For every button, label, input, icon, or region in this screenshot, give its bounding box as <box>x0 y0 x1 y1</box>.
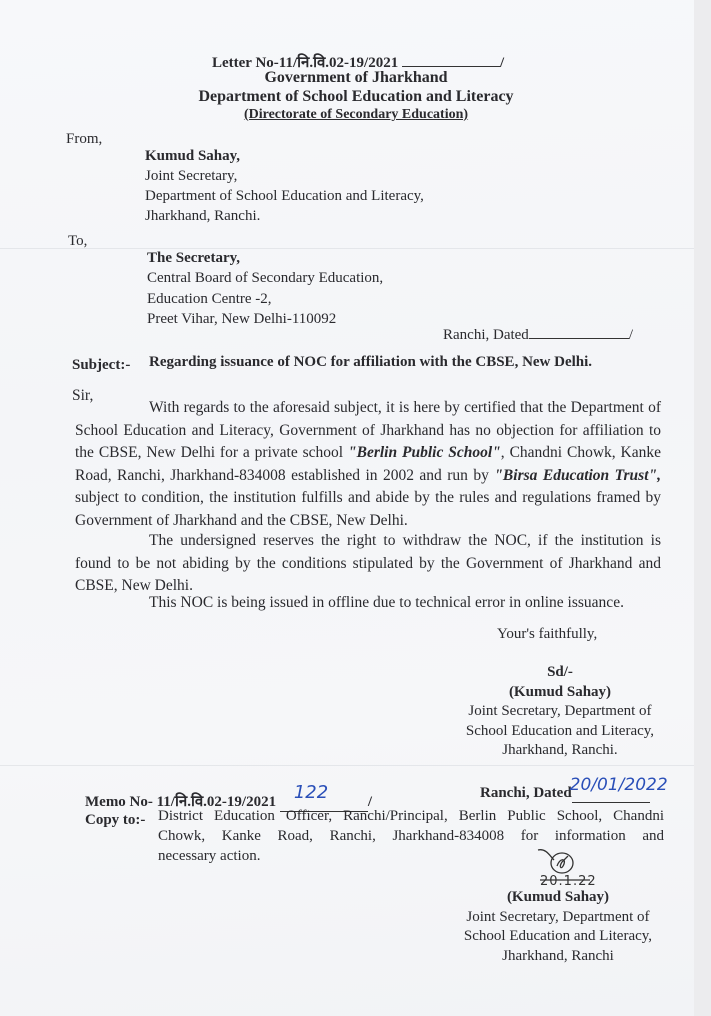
dated-line: Ranchi, Dated / <box>443 327 633 343</box>
to-address-line1: Education Centre -2, <box>147 291 272 307</box>
body-paragraph-3: This NOC is being issued in offline due to technical error in online issuance. <box>149 594 624 611</box>
memo-signatory-line3: Jharkhand, Ranchi <box>502 947 614 964</box>
to-org: Central Board of Secondary Education, <box>147 270 384 286</box>
closing-designation-line1: Joint Secretary, Department of <box>468 703 652 719</box>
from-name: Kumud Sahay, <box>145 148 241 164</box>
handwritten-memo-date: 20/01/2022 <box>569 775 668 795</box>
copy-to-line3: necessary action. <box>158 848 261 864</box>
memo-signatory-line1: Joint Secretary, Department of <box>466 908 650 925</box>
memo-signature-block <box>438 888 678 966</box>
memo-number: Memo No- 11/नि.वि.02-19/2021 122 / <box>85 782 372 810</box>
letter-number: Letter No-11/नि.वि.02-19/2021 / <box>212 55 505 71</box>
closing-designation-line2: School Education and Literacy, <box>465 722 655 739</box>
valediction: Your's faithfully, <box>497 626 598 642</box>
closing-designation-line3: Jharkhand, Ranchi. <box>502 742 618 758</box>
memo-signatory-line2: School Education and Literacy, <box>463 928 653 944</box>
letter-number-blank <box>402 66 500 67</box>
subject-label: Subject:- <box>72 357 131 373</box>
from-label: From, <box>66 131 103 147</box>
org-department: Department of School Education and Literacy <box>198 88 514 105</box>
handwritten-memo-number: 122 <box>293 782 329 803</box>
body-paragraph-2: The undersigned reserves the right to withdraw the NOC, if the institution is found to be not abiding by the conditions stipulated by the Government of Jharkhand and CBSE, New Delhi. <box>75 532 661 594</box>
from-department: Department of School Education and Literacy, <box>145 188 424 204</box>
to-name: The Secretary, <box>147 250 241 266</box>
to-label: To, <box>68 233 88 249</box>
copy-to-line2: Chowk, Kanke Road, Ranchi, Jharkhand-834008 for information and <box>158 828 664 844</box>
to-address-line2: Preet Vihar, New Delhi-110092 <box>147 311 337 327</box>
from-designation: Joint Secretary, <box>145 168 238 184</box>
date-blank <box>529 338 629 339</box>
trust-name: "Birsa Education Trust", <box>494 466 661 484</box>
paper-fold <box>0 248 694 249</box>
body-paragraph-1: With regards to the aforesaid subject, it is here by certified that the Department of School Education and Literacy, Government of Jharkhand has no objection for affiliation to the CBSE, New Delhi for a private school "Berlin Public School", Chandni Chowk, Kanke Road, Ranchi, Jharkhand-834008 established in 2002 and run by "Birsa Education Trust", subject to condition, the institution fulfills and abide by the rules and regulations framed by Government of Jharkhand and the CBSE, New Delhi. <box>75 399 662 529</box>
sd-mark: Sd/- <box>547 664 573 680</box>
handwritten-signature-date: 20.1.22 <box>540 874 597 889</box>
closing-signature-block <box>440 663 680 761</box>
copy-to-label: Copy to:- <box>85 812 146 828</box>
salutation: Sir, <box>72 387 94 404</box>
school-name: "Berlin Public School" <box>348 444 501 461</box>
org-government: Government of Jharkhand <box>264 69 448 86</box>
copy-to-line1: District Education Officer, Ranchi/Principal, Berlin Public School, Chandni <box>158 808 664 824</box>
from-place: Jharkhand, Ranchi. <box>145 208 261 224</box>
org-directorate: (Directorate of Secondary Education) <box>243 107 469 122</box>
memo-signatory-name: (Kumud Sahay) <box>506 889 610 905</box>
paper-fold <box>0 765 694 766</box>
memo-dated: Ranchi, Dated 20/01/2022 <box>480 775 668 801</box>
subject-text: Regarding issuance of NOC for affiliation with the CBSE, New Delhi. <box>149 354 593 370</box>
closing-name: (Kumud Sahay) <box>508 683 612 700</box>
